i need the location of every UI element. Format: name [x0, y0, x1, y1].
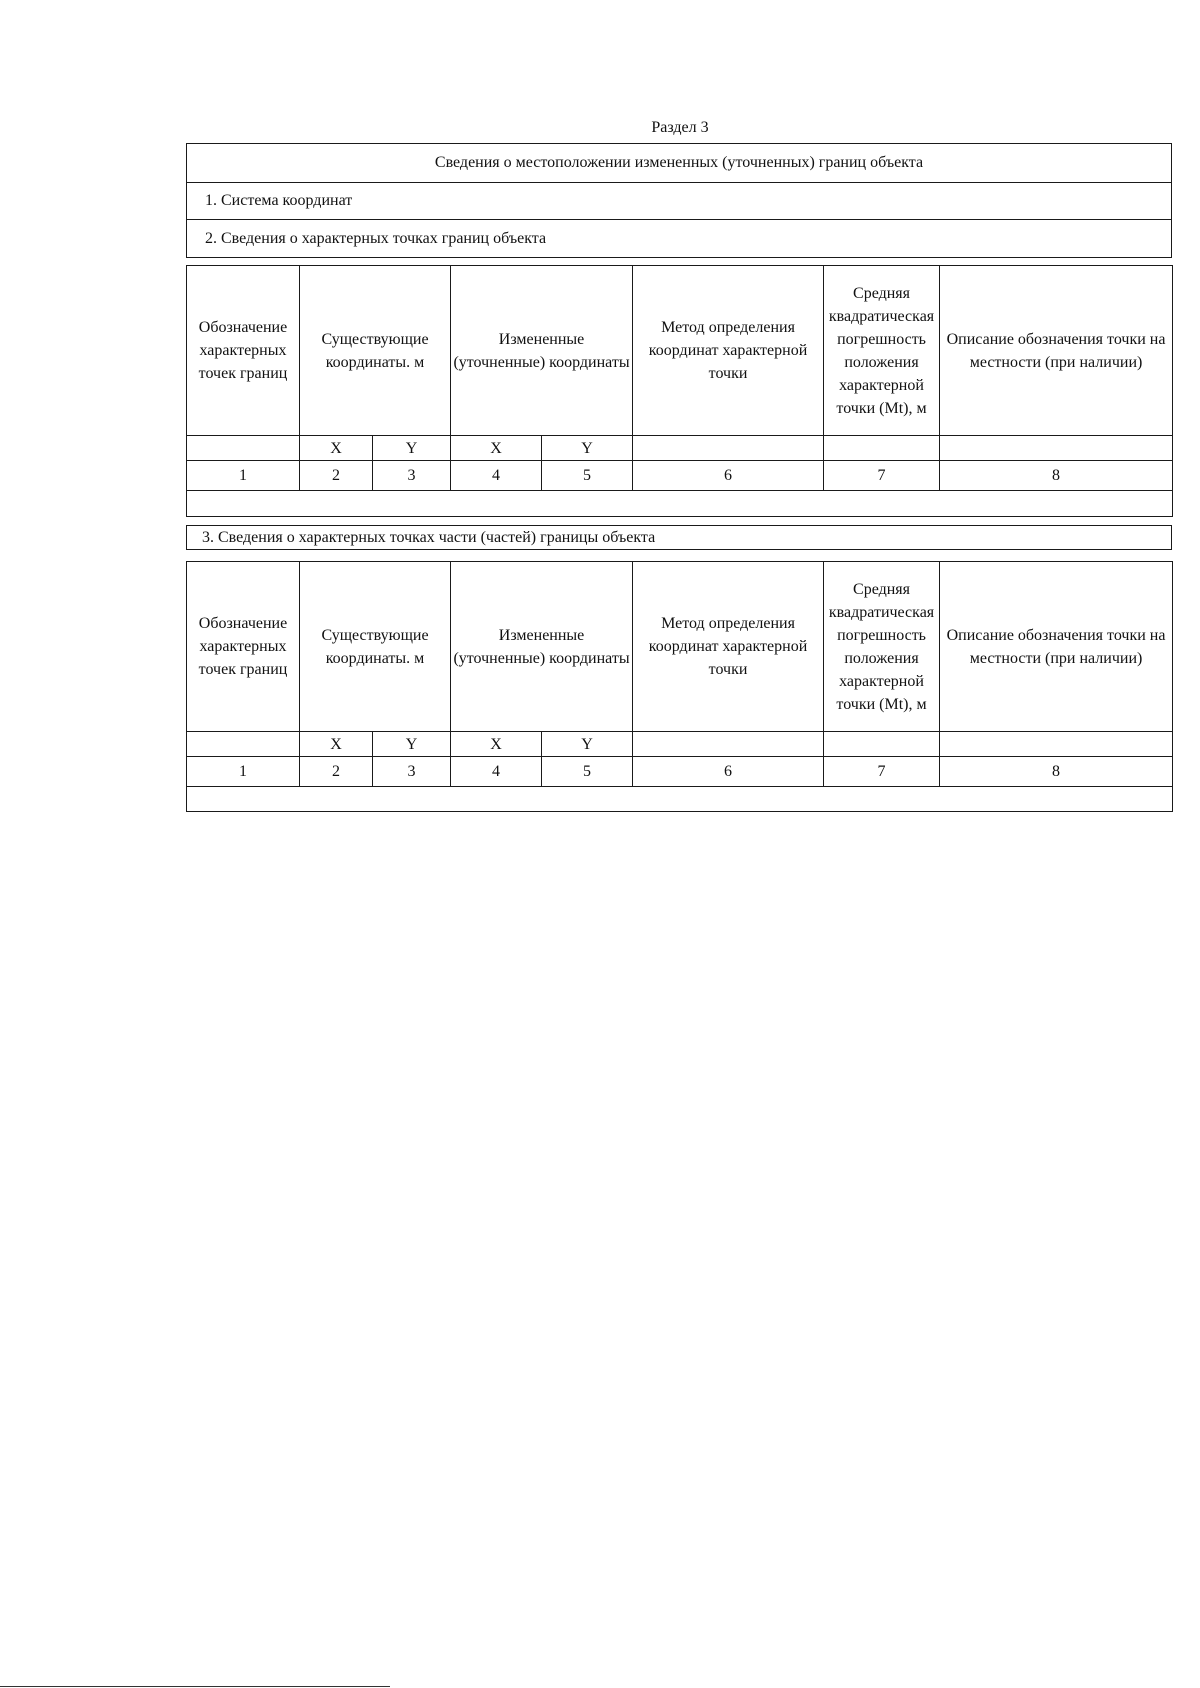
empty-data-cell	[187, 787, 1173, 812]
existing-y-label: Y	[373, 436, 451, 461]
xy-empty-cell	[187, 436, 300, 461]
header-point-designation: Обозначение характерных точек границ	[187, 266, 300, 436]
xy-empty-cell	[633, 732, 824, 757]
table-empty-row	[187, 491, 1173, 517]
table-column-number-row	[187, 461, 1173, 491]
existing-x-label: X	[300, 732, 373, 757]
header-method: Метод определения координат характерной точки	[633, 562, 824, 732]
changed-x-label: X	[451, 436, 542, 461]
page-bottom-rule	[0, 1686, 390, 1687]
table-column-number-row	[187, 757, 1173, 787]
boundary-points-row	[187, 220, 1171, 257]
location-info-title-row	[187, 144, 1171, 183]
changed-x-label: X	[451, 732, 542, 757]
column-number: 7	[824, 461, 940, 491]
header-changed-coordinates: Измененные (уточненные) координаты	[451, 562, 633, 732]
header-existing-coordinates: Существующие координаты. м	[300, 266, 451, 436]
column-number: 4	[451, 461, 542, 491]
column-number: 3	[373, 461, 451, 491]
table-xy-row	[187, 732, 1173, 757]
header-existing-coordinates: Существующие координаты. м	[300, 562, 451, 732]
table-xy-row	[187, 436, 1173, 461]
boundary-points-table	[186, 265, 1173, 517]
table-header-row	[187, 266, 1173, 436]
location-info-frame	[186, 143, 1172, 258]
location-info-title: Сведения о местоположении измененных (уточненных) границ объекта	[434, 154, 924, 171]
section-title: Раздел 3	[651, 119, 709, 136]
header-point-description: Описание обозначения точки на местности (при наличии)	[940, 562, 1173, 732]
xy-empty-cell	[824, 436, 940, 461]
coordinate-system-label: 1. Система координат	[205, 192, 353, 209]
existing-x-label: X	[300, 436, 373, 461]
xy-empty-cell	[824, 732, 940, 757]
changed-y-label: Y	[542, 436, 633, 461]
part-boundary-label: 3. Сведения о характерных точках части (частей) границы объекта	[202, 528, 656, 546]
column-number: 3	[373, 757, 451, 787]
column-number: 6	[633, 757, 824, 787]
part-boundary-points-table	[186, 561, 1173, 812]
part-boundary-frame	[186, 525, 1172, 550]
xy-empty-cell	[187, 732, 300, 757]
header-method: Метод определения координат характерной точки	[633, 266, 824, 436]
table-empty-row	[187, 787, 1173, 812]
header-point-designation: Обозначение характерных точек границ	[187, 562, 300, 732]
column-number: 5	[542, 461, 633, 491]
header-mean-square-error: Средняя квадратическая погрешность положения характерной точки (Mt), м	[824, 266, 940, 436]
column-number: 4	[451, 757, 542, 787]
column-number: 6	[633, 461, 824, 491]
part-boundary-row	[187, 526, 1171, 549]
column-number: 7	[824, 757, 940, 787]
changed-y-label: Y	[542, 732, 633, 757]
empty-data-cell	[187, 491, 1173, 517]
boundary-points-label: 2. Сведения о характерных точках границ объекта	[205, 229, 547, 247]
header-mean-square-error: Средняя квадратическая погрешность положения характерной точки (Mt), м	[824, 562, 940, 732]
coordinate-system-row	[187, 183, 1171, 220]
xy-empty-cell	[940, 732, 1173, 757]
column-number: 1	[187, 757, 300, 787]
xy-empty-cell	[940, 436, 1173, 461]
existing-y-label: Y	[373, 732, 451, 757]
header-point-description: Описание обозначения точки на местности (при наличии)	[940, 266, 1173, 436]
column-number: 2	[300, 757, 373, 787]
column-number: 2	[300, 461, 373, 491]
column-number: 5	[542, 757, 633, 787]
table-header-row	[187, 562, 1173, 732]
column-number: 1	[187, 461, 300, 491]
header-changed-coordinates: Измененные (уточненные) координаты	[451, 266, 633, 436]
xy-empty-cell	[633, 436, 824, 461]
column-number: 8	[940, 757, 1173, 787]
column-number: 8	[940, 461, 1173, 491]
